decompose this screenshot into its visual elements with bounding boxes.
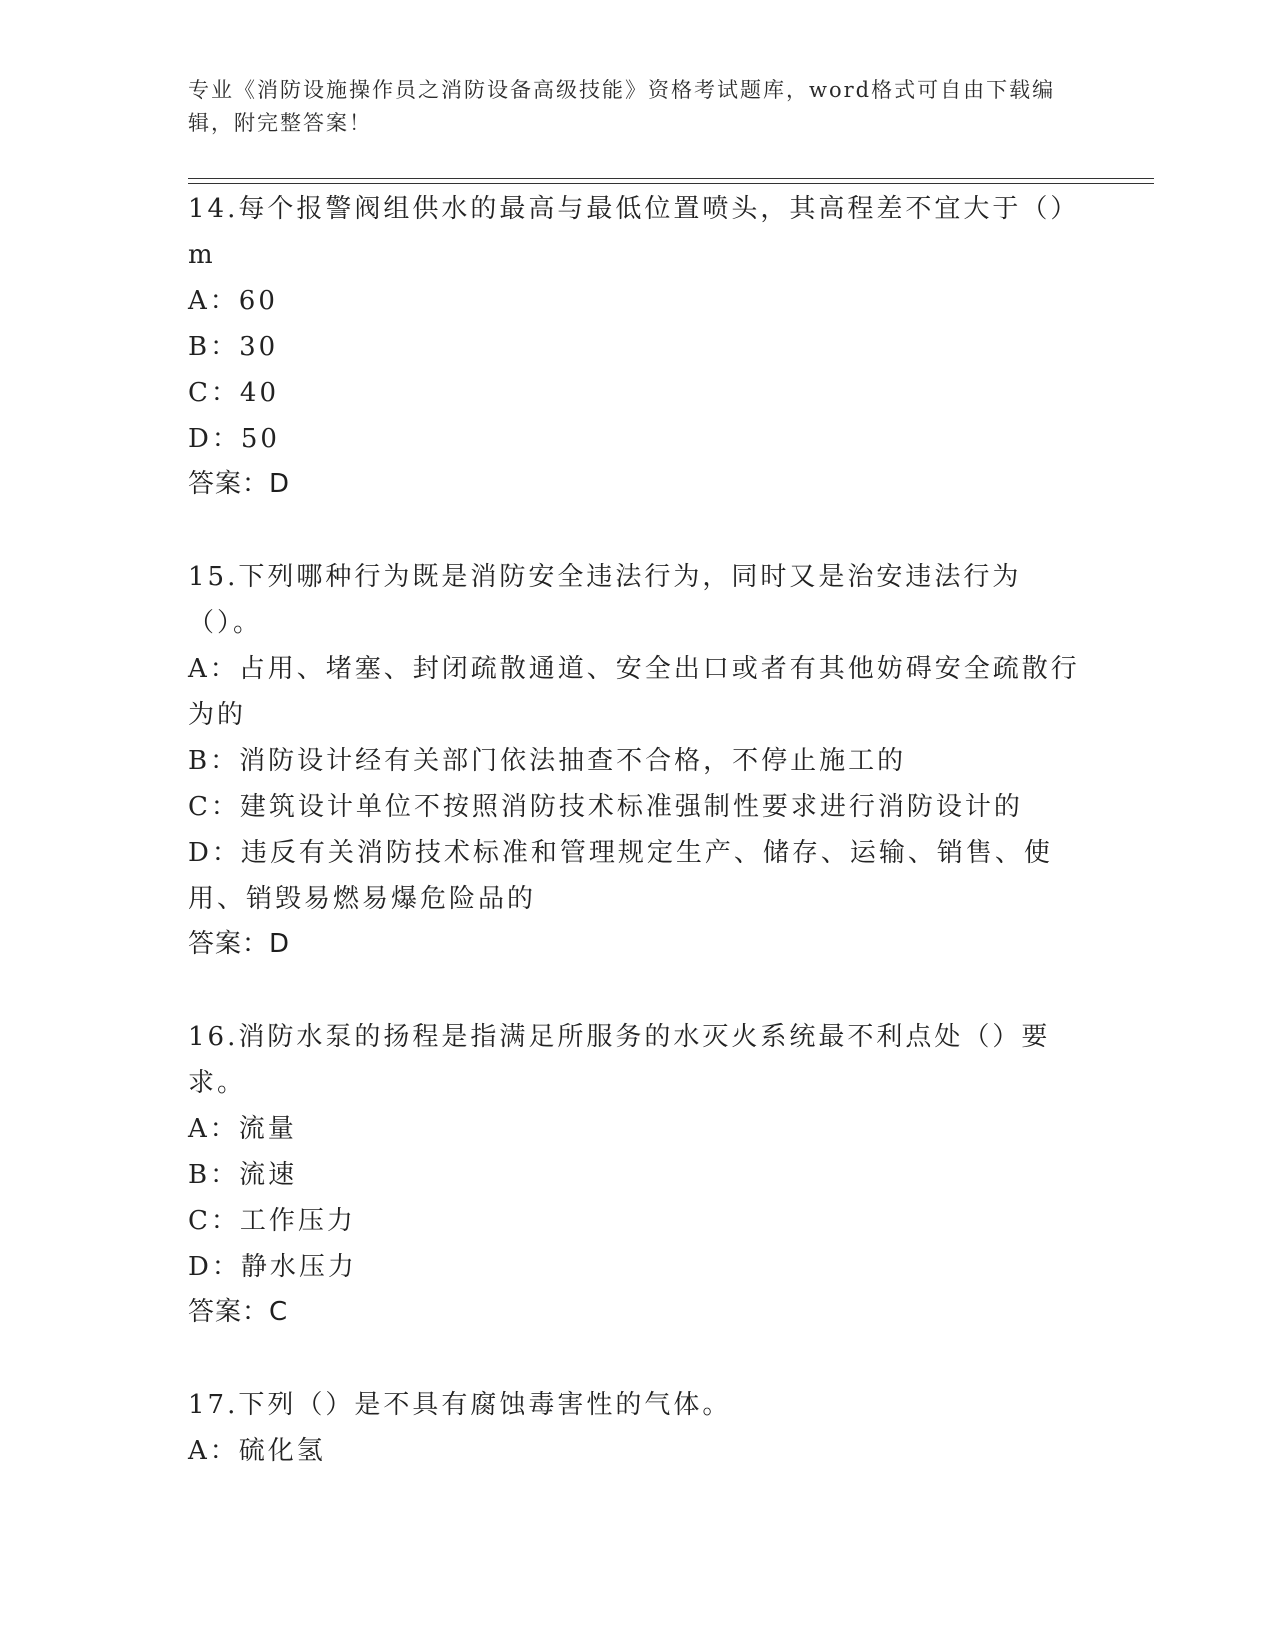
option-separator: ： [210,332,240,362]
option-key: D [188,838,212,868]
question-16 [188,1014,1088,1334]
option-text: 50 [240,424,280,454]
option-text: 流速 [239,1160,298,1190]
option-separator: ： [211,838,241,868]
option-text: 静水压力 [240,1252,357,1282]
option-b [188,324,1088,370]
option-c [188,1198,1088,1244]
option-text: 建筑设计单位不按照消防技术标准强制性要求进行消防设计的 [239,792,1023,822]
question-15 [188,554,1088,966]
question-list [188,186,1088,1522]
option-text: 占用、堵塞、封闭疏散通道、安全出口或者有其他妨碍安全疏散行为的 [188,654,1080,730]
header-divider-bottom [188,183,1154,184]
option-separator: ： [211,1252,241,1282]
option-text: 40 [239,378,280,408]
question-14 [188,186,1088,506]
option-text: 硫化氢 [238,1436,326,1466]
option-a [188,1428,1088,1474]
option-separator: ： [209,286,239,316]
option-a [188,646,1088,738]
option-key: A [188,286,210,316]
option-key: C [188,1206,211,1236]
option-text: 工作压力 [239,1206,356,1236]
option-text: 违反有关消防技术标准和管理规定生产、储存、运输、销售、使用、销毁易燃易爆危险品的 [188,838,1053,914]
option-text: 流量 [238,1114,297,1144]
option-a [188,278,1088,324]
question-stem: 14.每个报警阀组供水的最高与最低位置喷头，其高程差不宜大于（）m [188,194,1080,270]
option-separator: ： [210,1160,240,1190]
option-key: D [188,424,212,454]
answer-line: 答案：C [188,1297,289,1327]
option-d [188,830,1088,922]
option-b [188,1152,1088,1198]
question-stem: 15.下列哪种行为既是消防安全违法行为，同时又是治安违法行为（）。 [188,562,1022,638]
option-d [188,416,1088,462]
option-d [188,1244,1088,1290]
option-a [188,1106,1088,1152]
option-separator: ： [210,1206,240,1236]
option-text: 消防设计经有关部门依法抽查不合格，不停止施工的 [239,746,907,776]
option-key: B [188,746,211,776]
option-separator: ： [211,424,241,454]
option-key: C [188,378,211,408]
option-b [188,738,1088,784]
option-separator: ： [209,654,239,684]
option-key: B [188,332,211,362]
option-key: A [188,1436,210,1466]
option-key: C [188,792,211,822]
option-separator: ： [210,792,240,822]
option-text: 30 [239,332,279,362]
document-header-intro: 专业《消防设施操作员之消防设备高级技能》资格考试题库，word格式可自由下载编辑，附完整答案！ [188,78,1056,135]
option-separator: ： [210,378,240,408]
option-key: B [188,1160,211,1190]
option-key: A [188,1114,210,1144]
question-17 [188,1382,1088,1474]
option-separator: ： [209,1114,239,1144]
answer-line: 答案：D [188,929,291,959]
option-c [188,370,1088,416]
option-key: D [188,1252,212,1282]
option-separator: ： [210,746,240,776]
header-divider-top [188,178,1154,179]
option-text: 60 [238,286,278,316]
question-stem: 17.下列（）是不具有腐蚀毒害性的气体。 [188,1390,732,1420]
question-stem: 16.消防水泵的扬程是指满足所服务的水灭火系统最不利点处（）要求。 [188,1022,1051,1098]
option-c [188,784,1088,830]
option-separator: ： [209,1436,239,1466]
option-key: A [188,654,210,684]
answer-line: 答案：D [188,469,291,499]
